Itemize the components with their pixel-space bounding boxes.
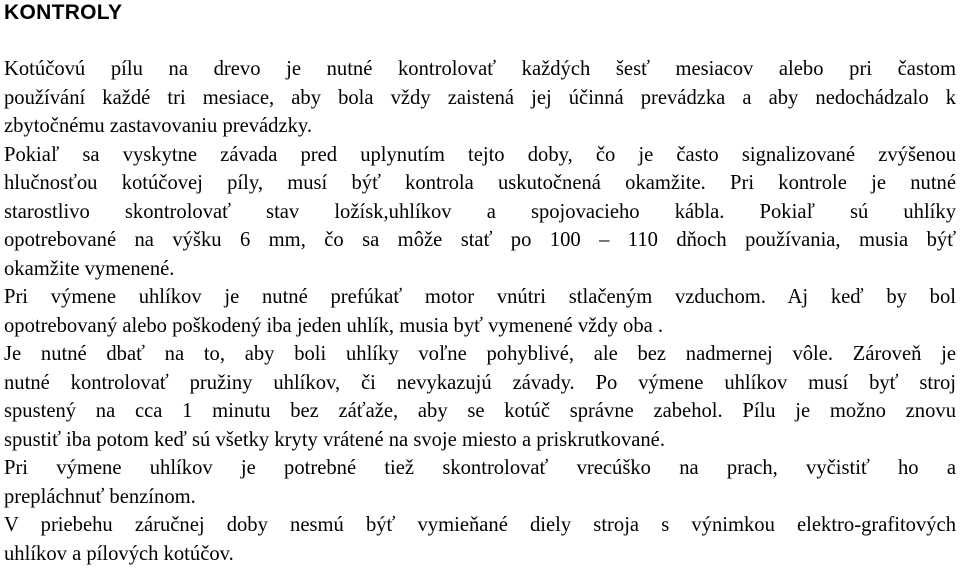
text-line: spustený na cca 1 minutu bez záťaže, aby se kotúč správne zabehol. Pílu je možno znovu (4, 400, 956, 422)
paragraph (4, 55, 956, 141)
text-line: Pri výmene uhlíkov je potrebné tiež skontrolovať vrecúško na prach, vyčistiť ho a (4, 457, 956, 479)
paragraph (4, 511, 956, 568)
text-line: uhlíkov a pílových kotúčov. (4, 542, 234, 565)
text-line: nutné kontrolovať pružiny uhlíkov, či nevykazujú závady. Po výmene uhlíkov musí byť stroj (4, 371, 956, 394)
paragraph (4, 454, 956, 511)
paragraph (4, 141, 956, 284)
text-line: prepláchnuť benzínom. (4, 485, 196, 508)
paragraph (4, 283, 956, 340)
text-line: Je nutné dbať na to, aby boli uhlíky voľne pohyblivé, ale bez nadmernej vôle. Zároveň je (4, 343, 956, 365)
text-line: okamžite vymenené. (4, 257, 175, 280)
text-line: používání každé tri mesiace, aby bola vždy zaistená jej účinná prevádzka a aby nedochádzalo k (4, 86, 956, 109)
text-line: opotrebovaný alebo poškodený iba jeden uhlík, musia byť vymenené vždy oba . (4, 314, 664, 337)
document-body (4, 55, 956, 568)
text-line: starostlivo skontrolovať stav ložísk,uhlíkov a spojovacieho kábla. Pokiaľ sú uhlíky (4, 200, 956, 223)
text-line: Kotúčovú pílu na drevo je nutné kontrolovať každých šesť mesiacov alebo pri častom (4, 58, 956, 80)
page-title: KONTROLY (4, 1, 123, 24)
text-line: Pri výmene uhlíkov je nutné prefúkať motor vnútri stlačeným vzduchom. Aj keď by bol (4, 286, 956, 308)
text-line: spustiť iba potom keď sú všetky kryty vrátené na svoje miesto a priskrutkované. (4, 428, 665, 451)
text-line: Pokiaľ sa vyskytne závada pred uplynutím tejto doby, čo je často signalizované zvýšenou (4, 143, 956, 166)
document-page (4, 0, 956, 568)
text-line: opotrebované na výšku 6 mm, čo sa môže stať po 100 – 110 dňoch používania, musia býť (4, 229, 956, 251)
text-line: zbytočnému zastavovaniu prevádzky. (4, 115, 313, 137)
text-line: V priebehu záručnej doby nesmú býť vymieňané diely stroja s výnimkou elektro-grafitových (4, 514, 956, 536)
text-line: hlučnosťou kotúčovej píly, musí býť kontrola uskutočnená okamžite. Pri kontrole je nutné (4, 172, 956, 194)
paragraph (4, 340, 956, 454)
